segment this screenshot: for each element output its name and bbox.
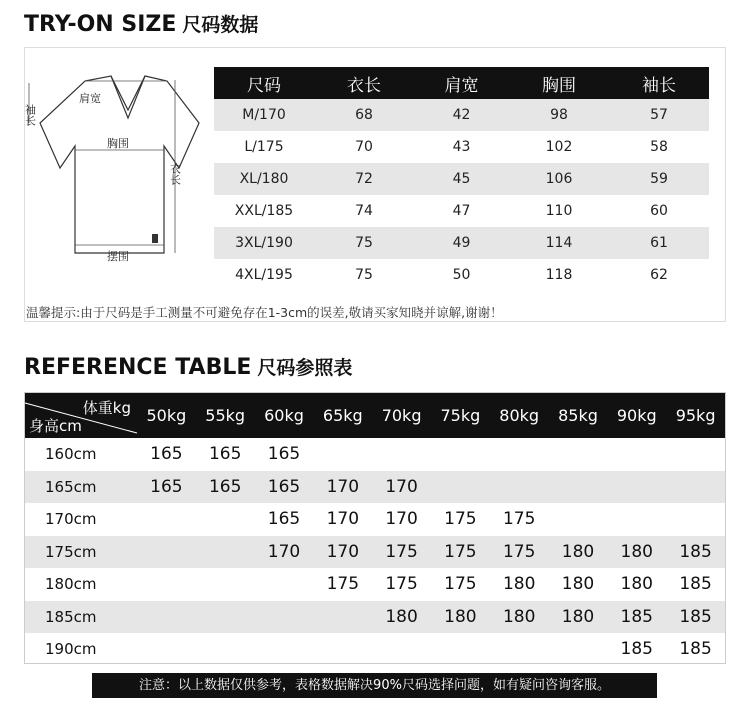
shoulder-label: 肩宽 — [79, 92, 101, 105]
recommended-size-cell — [196, 568, 255, 601]
reference-row — [25, 568, 725, 601]
tshirt-diagram — [23, 68, 207, 268]
size-label-cell: M/170 — [214, 99, 314, 131]
size-row — [214, 99, 709, 131]
recommended-size-cell: 165 — [267, 444, 301, 465]
recommended-size-cell — [490, 438, 549, 471]
recommended-size-cell: 175 — [444, 574, 477, 595]
size-value-cell: 106 — [509, 163, 609, 195]
recommended-size-cell — [255, 633, 314, 666]
size-value-cell: 110 — [545, 203, 573, 219]
recommended-size-cell — [490, 471, 549, 504]
recommended-size-cell — [431, 471, 490, 504]
recommended-size-cell — [490, 633, 549, 666]
recommended-size-cell: 180 — [549, 536, 608, 569]
height-cell: 160cm — [45, 445, 97, 464]
recommended-size-cell — [137, 601, 196, 634]
reference-title-en: REFERENCE TABLE — [24, 355, 252, 380]
size-table-header — [214, 67, 709, 99]
weight-header-cell: 70kg — [372, 393, 431, 438]
recommended-size-cell: 185 — [620, 639, 653, 660]
recommended-size-cell — [137, 503, 196, 536]
weight-header-cell: 90kg — [607, 393, 666, 438]
size-value-cell: 75 — [355, 267, 373, 283]
recommended-size-cell — [666, 438, 725, 471]
size-label-cell: 4XL/195 — [235, 267, 293, 283]
tryon-section-title — [24, 10, 258, 37]
corner-cell — [25, 393, 137, 438]
size-value-cell: 70 — [355, 139, 373, 155]
recommended-size-cell: 165 — [255, 471, 314, 504]
recommended-size-cell: 165 — [267, 509, 301, 530]
size-col-header: 尺码 — [214, 67, 314, 99]
reference-section-title — [24, 353, 352, 380]
size-value-cell: 42 — [414, 99, 509, 131]
size-value-cell: 102 — [545, 139, 573, 155]
recommended-size-cell: 170 — [372, 471, 431, 504]
recommended-size-cell: 165 — [150, 444, 183, 465]
recommended-size-cell — [372, 438, 431, 471]
reference-row — [25, 601, 725, 634]
height-cell: 170cm — [45, 510, 97, 529]
recommended-size-cell: 185 — [666, 601, 725, 634]
recommended-size-cell — [313, 601, 372, 634]
recommended-size-cell — [313, 438, 372, 471]
recommended-size-cell — [196, 633, 255, 666]
size-value-cell: 62 — [650, 267, 668, 283]
recommended-size-cell: 185 — [679, 574, 712, 595]
size-value-cell: 61 — [609, 227, 709, 259]
weight-header-cell: 85kg — [549, 393, 608, 438]
recommended-size-cell: 165 — [196, 471, 255, 504]
recommended-size-cell — [255, 601, 314, 634]
size-value-cell: 60 — [650, 203, 668, 219]
size-row — [214, 163, 709, 195]
reference-table — [25, 393, 725, 666]
recommended-size-cell: 180 — [549, 601, 608, 634]
recommended-size-cell — [607, 503, 666, 536]
recommended-size-cell — [196, 536, 255, 569]
recommended-size-cell — [313, 633, 372, 666]
recommended-size-cell: 175 — [385, 574, 418, 595]
height-cell: 175cm — [25, 536, 137, 569]
recommended-size-cell: 165 — [137, 471, 196, 504]
size-value-cell: 49 — [414, 227, 509, 259]
size-row — [214, 259, 709, 291]
reference-row — [25, 633, 725, 666]
reference-row — [25, 471, 725, 504]
recommended-size-cell — [372, 633, 431, 666]
size-label-cell: XL/180 — [214, 163, 314, 195]
recommended-size-cell: 180 — [607, 536, 666, 569]
size-value-cell: 50 — [452, 267, 471, 283]
recommended-size-cell: 185 — [679, 639, 712, 660]
size-value-cell: 98 — [509, 99, 609, 131]
footer-notice: 注意：以上数据仅供参考，表格数据解决90%尺码选择问题，如有疑问咨询客服。 — [92, 673, 657, 698]
recommended-size-cell — [666, 471, 725, 504]
reference-title-cn: 尺码参照表 — [257, 357, 353, 379]
recommended-size-cell: 175 — [502, 509, 536, 530]
size-value-cell: 114 — [509, 227, 609, 259]
recommended-size-cell: 170 — [385, 509, 418, 530]
recommended-size-cell: 185 — [607, 601, 666, 634]
size-value-cell: 59 — [609, 163, 709, 195]
recommended-size-cell: 170 — [313, 536, 372, 569]
size-value-cell: 74 — [355, 203, 373, 219]
recommended-size-cell: 170 — [255, 536, 314, 569]
recommended-size-cell: 180 — [620, 574, 653, 595]
size-value-cell: 68 — [314, 99, 414, 131]
size-value-cell: 47 — [452, 203, 471, 219]
size-table — [214, 67, 709, 291]
recommended-size-cell: 175 — [372, 536, 431, 569]
recommended-size-cell — [196, 503, 255, 536]
weight-axis-label: 体重kg — [82, 399, 131, 417]
recommended-size-cell: 180 — [561, 574, 595, 595]
height-axis-label: 身高cm — [29, 417, 82, 435]
size-col-header: 袖长 — [609, 67, 709, 99]
size-label-cell: L/175 — [244, 139, 284, 155]
weight-header-cell: 80kg — [490, 393, 549, 438]
recommended-size-cell: 170 — [313, 471, 372, 504]
tryon-title-en: TRY-ON SIZE — [24, 12, 177, 37]
size-row — [214, 131, 709, 163]
size-row — [214, 227, 709, 259]
size-label-cell: XXL/185 — [234, 203, 294, 219]
size-value-cell: 75 — [314, 227, 414, 259]
recommended-size-cell: 180 — [431, 601, 490, 634]
weight-header-cell: 75kg — [431, 393, 490, 438]
size-row — [214, 195, 709, 227]
height-cell: 180cm — [45, 575, 97, 594]
size-value-cell: 72 — [314, 163, 414, 195]
recommended-size-cell: 175 — [431, 536, 490, 569]
size-value-cell: 43 — [452, 139, 471, 155]
recommended-size-cell — [255, 568, 314, 601]
sleeve-label: 袖长 — [23, 104, 37, 126]
weight-header-cell: 60kg — [255, 393, 314, 438]
measurement-tip: 温馨提示:由于尺码是手工测量不可避免存在1-3cm的误差,敬请买家知晓并谅解,谢谢！ — [26, 305, 503, 320]
recommended-size-cell: 180 — [490, 601, 549, 634]
recommended-size-cell — [549, 471, 608, 504]
recommended-size-cell — [607, 438, 666, 471]
recommended-size-cell — [137, 633, 196, 666]
recommended-size-cell — [137, 536, 196, 569]
hem-label: 摆围 — [107, 250, 129, 263]
recommended-size-cell: 180 — [372, 601, 431, 634]
recommended-size-cell — [196, 601, 255, 634]
recommended-size-cell — [549, 633, 608, 666]
height-cell: 165cm — [25, 471, 137, 504]
recommended-size-cell — [549, 438, 608, 471]
recommended-size-cell — [666, 503, 725, 536]
recommended-size-cell — [431, 438, 490, 471]
recommended-size-cell: 170 — [326, 509, 360, 530]
reference-row — [25, 503, 725, 536]
weight-header-cell: 50kg — [137, 393, 196, 438]
size-value-cell: 45 — [414, 163, 509, 195]
weight-header-cell: 65kg — [313, 393, 372, 438]
size-value-cell: 118 — [545, 267, 573, 283]
height-cell: 190cm — [45, 640, 97, 659]
size-value-cell: 58 — [650, 139, 668, 155]
length-label: 衣长 — [168, 163, 182, 185]
recommended-size-cell — [549, 503, 608, 536]
weight-header-cell: 55kg — [196, 393, 255, 438]
size-value-cell: 57 — [609, 99, 709, 131]
recommended-size-cell: 175 — [326, 574, 360, 595]
height-cell: 185cm — [25, 601, 137, 634]
reference-row — [25, 438, 725, 471]
recommended-size-cell: 165 — [208, 444, 242, 465]
recommended-size-cell: 175 — [444, 509, 477, 530]
weight-header-cell: 95kg — [666, 393, 725, 438]
recommended-size-cell — [431, 633, 490, 666]
size-col-header: 肩宽 — [414, 67, 509, 99]
tryon-title-cn: 尺码数据 — [182, 14, 259, 36]
size-col-header: 胸围 — [509, 67, 609, 99]
recommended-size-cell: 180 — [502, 574, 536, 595]
reference-table-header — [25, 393, 725, 438]
size-col-header: 衣长 — [314, 67, 414, 99]
reference-row — [25, 536, 725, 569]
recommended-size-cell: 185 — [666, 536, 725, 569]
size-label-cell: 3XL/190 — [214, 227, 314, 259]
chest-label: 胸围 — [107, 137, 129, 150]
recommended-size-cell: 175 — [490, 536, 549, 569]
recommended-size-cell — [137, 568, 196, 601]
recommended-size-cell — [607, 471, 666, 504]
